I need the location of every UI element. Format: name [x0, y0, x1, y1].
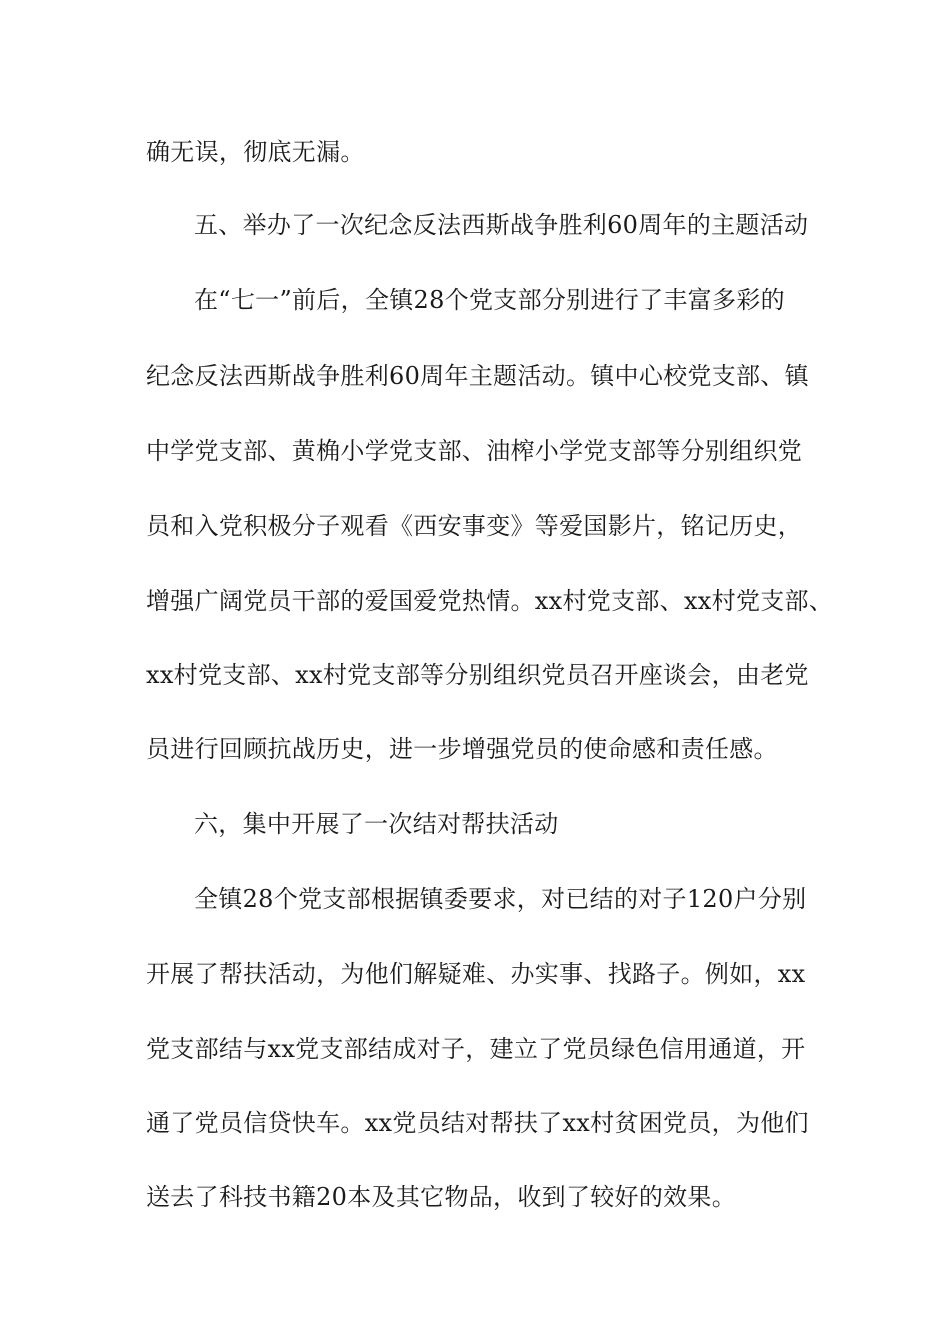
text-line: 增强广阔党员干部的爱国爱党热情。xx村党支部、xx村党支部、 — [146, 587, 834, 615]
text-line: 纪念反法西斯战争胜利60周年主题活动。镇中心校党支部、镇 — [146, 362, 809, 390]
text-line: 通了党员信贷快车。xx党员结对帮扶了xx村贫困党员，为他们 — [146, 1109, 809, 1137]
text-line: 在“七一”前后，全镇28个党支部分别进行了丰富多彩的 — [194, 286, 785, 314]
text-line: 送去了科技书籍20本及其它物品，收到了较好的效果。 — [146, 1183, 737, 1211]
text-line: 开展了帮扶活动，为他们解疑难、办实事、找路子。例如，xx — [146, 960, 806, 988]
text-line: 员和入党积极分子观看《西安事变》等爱国影片，铭记历史， — [146, 512, 803, 540]
section-heading: 六，集中开展了一次结对帮扶活动 — [194, 810, 559, 838]
text-line: 确无误，彻底无漏。 — [146, 138, 365, 166]
section-heading: 五、举办了一次纪念反法西斯战争胜利60周年的主题活动 — [194, 211, 809, 239]
text-line: xx村党支部、xx村党支部等分别组织党员召开座谈会，由老党 — [146, 661, 809, 689]
text-line: 党支部结与xx党支部结成对子，建立了党员绿色信用通道，开 — [146, 1035, 806, 1063]
text-line: 全镇28个党支部根据镇委要求，对已结的对子120户分别 — [194, 885, 807, 913]
text-line: 员进行回顾抗战历史，进一步增强党员的使命感和责任感。 — [146, 735, 778, 763]
text-line: 中学党支部、黄桷小学党支部、油榨小学党支部等分别组织党 — [146, 437, 803, 465]
